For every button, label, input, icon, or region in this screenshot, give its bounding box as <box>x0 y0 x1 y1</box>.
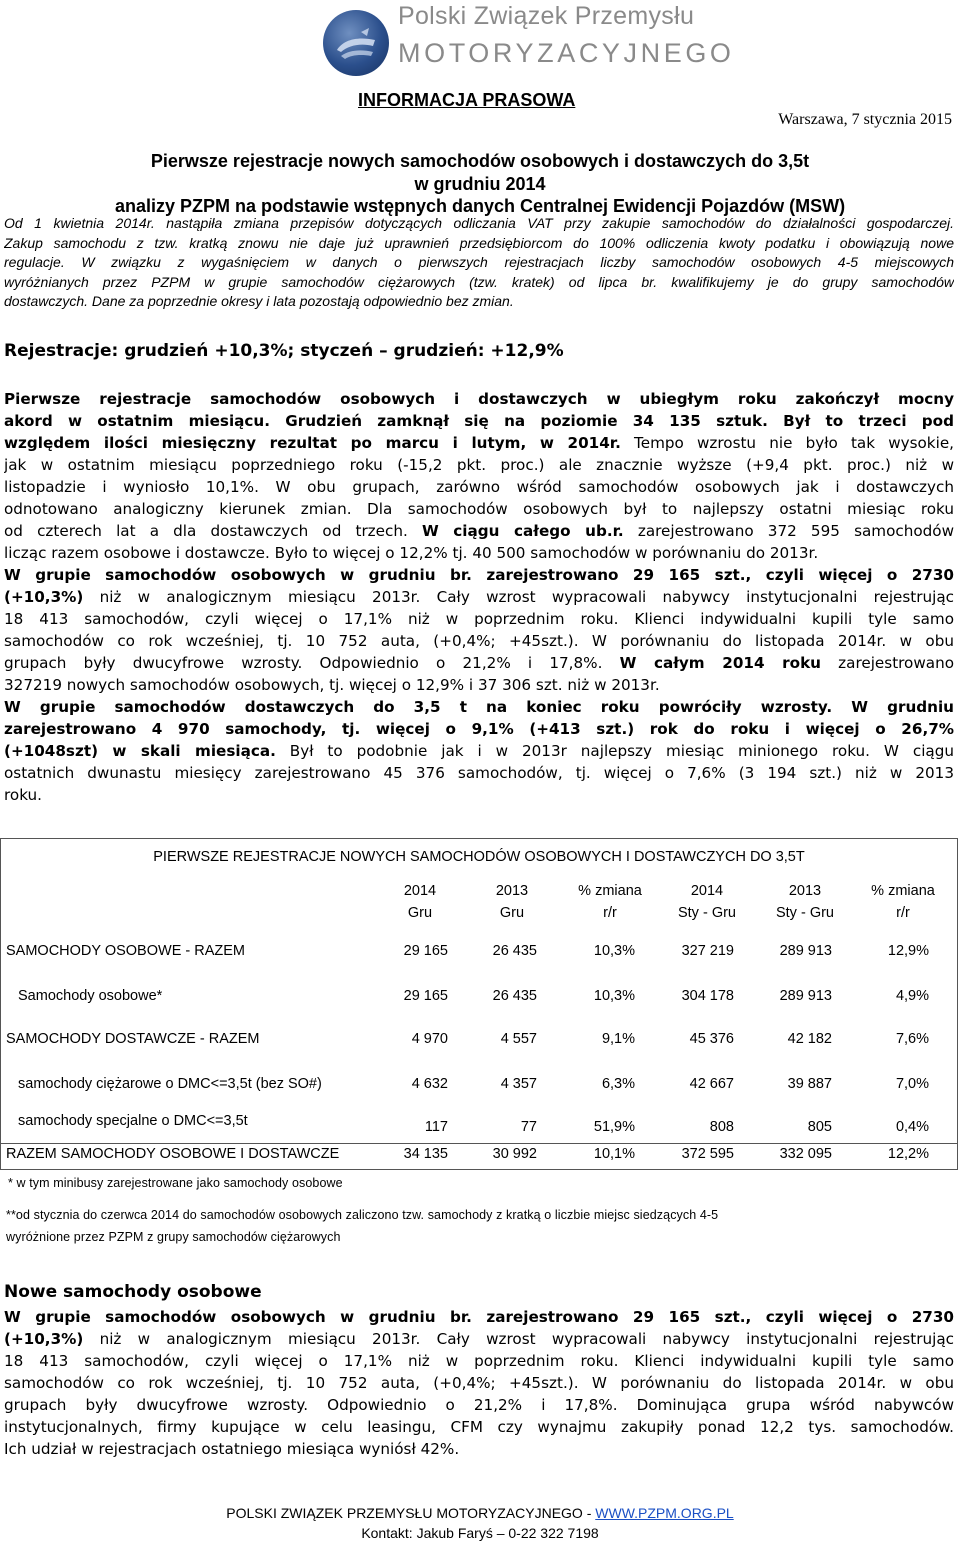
table-cell: 42 182 <box>787 1031 832 1047</box>
bold-text: (+1048szt) w skali miesiąca. <box>4 742 276 760</box>
column-header: Sty - Gru <box>677 905 736 921</box>
new-cars-paragraph-line <box>4 1372 954 1394</box>
table-cell: 39 887 <box>787 1076 832 1092</box>
table-cell: 0,4% <box>895 1119 929 1135</box>
bold-text: W grupie samochodów dostawczych do 3,5 t na koniec roku powróciły wzrosty. W grudniu <box>4 698 954 716</box>
main-paragraph-line <box>4 740 954 762</box>
column-header: % zmiana <box>871 883 935 899</box>
table-cell: 26 435 <box>492 943 537 959</box>
new-cars-paragraph-line <box>4 1416 954 1438</box>
registrations-heading: Rejestracje: grudzień +10,3%; styczeń – grudzień: +12,9% <box>4 341 564 361</box>
table-cell: 4 970 <box>411 1031 448 1047</box>
text: ostatnich dwunastu miesięcy zarejestrowano 45 376 samochodów, tj. więcej o 7,6% (3 194 szt.) niż w 2013 <box>4 764 954 782</box>
text: Ich udział w rejestracjach ostatniego miesiąca wyniósł 42%. <box>4 1440 460 1458</box>
text: niż w analogicznym miesiącu 2013r. Cały wzrost wypracowali nabywcy instytucjonalni rejestrując <box>83 1330 954 1348</box>
footer-website-link[interactable]: WWW.PZPM.ORG.PL <box>595 1505 734 1521</box>
main-paragraph-line <box>4 630 954 652</box>
text: odnotowano analogiczny kierunek zmian. Dla samochodów osobowych był to najlepszy ostatni miesiąc roku <box>4 500 954 518</box>
text: Był to podobnie jak i w 2013r najlepszy miesiąc minionego roku. W ciągu <box>275 742 954 760</box>
bold-text: zarejestrowano 4 970 samochody, tj. więcej o 9,1% (+413 szt.) rok do roku i więcej o 26,7% <box>4 720 954 738</box>
text: niż w analogicznym miesiącu 2013r. Cały wzrost wypracowali nabywcy instytucjonalni rejestrując <box>83 588 954 606</box>
footer-contact: Kontakt: Jakub Faryś – 0-22 322 7198 <box>361 1525 599 1541</box>
new-cars-paragraph-line <box>4 1328 954 1350</box>
table-cell: 304 178 <box>681 988 734 1004</box>
text: roku. <box>4 786 42 804</box>
bold-text: W całym 2014 roku <box>619 654 821 672</box>
column-header: Sty - Gru <box>775 905 834 921</box>
headline-line2: w grudniu 2014 <box>414 174 546 194</box>
column-header: r/r <box>896 905 910 921</box>
bold-text: względem ilości miesięczny rezultat po marcu i lutym, w 2014r. <box>4 434 621 452</box>
intro-line: Zakup samochodu z tzw. kratką znowu nie daje już uprawnień przedsiębiorcom do 100% odliczenia kwoty podatku i obowiązują nowe <box>4 234 954 251</box>
column-header: 2014 <box>403 883 437 899</box>
main-paragraph-line <box>4 432 954 454</box>
table-cell: 805 <box>807 1119 832 1135</box>
table-cell: 289 913 <box>779 943 832 959</box>
footer-org-line <box>0 1505 960 1521</box>
new-cars-heading: Nowe samochody osobowe <box>4 1282 262 1302</box>
main-paragraph-line <box>4 454 954 476</box>
bold-text: akord w ostatnim miesiącu. Grudzień zamknął się na poziomie 34 135 sztuk. Był to trzeci pod <box>4 412 954 430</box>
main-paragraph-line <box>4 564 954 586</box>
table-cell: 77 <box>520 1119 537 1135</box>
intro-line: regulacje. W związku z wygaśnięciem w danych o pierwszych rejestracjach liczby samochodów osobowych 4-5 miejscowych <box>4 254 954 270</box>
table-cell: 12,2% <box>887 1146 929 1162</box>
bold-text: (+10,3%) <box>4 588 84 606</box>
text: samochodów co rok wcześniej, tj. 10 752 auta, (+0,4%; +45szt.). W porównaniu do listopada 2014r. w obu <box>4 632 954 650</box>
footnote-kratka-line2: wyróżnione przez PZPM z grupy samochodów ciężarowych <box>6 1230 341 1244</box>
column-header: 2014 <box>690 883 724 899</box>
column-header: 2013 <box>788 883 822 899</box>
column-header: 2013 <box>495 883 529 899</box>
text: 18 413 samochodów, czyli więcej o 17,1% niż w poprzednim roku. Klienci indywidualni kupili tyle samo <box>4 1352 954 1370</box>
table-cell: 7,0% <box>895 1076 929 1092</box>
main-paragraph-line <box>4 762 954 784</box>
main-paragraph-line <box>4 586 954 608</box>
text: zarejestrowano <box>821 654 954 672</box>
table-cell: 4 632 <box>411 1076 448 1092</box>
text: 18 413 samochodów, czyli więcej o 17,1% niż w poprzednim roku. Klienci indywidualni kupili tyle samo <box>4 610 954 628</box>
main-paragraph-line <box>4 652 954 674</box>
headline-line3: analizy PZPM na podstawie wstępnych danych Centralnej Ewidencji Pojazdów (MSW) <box>114 196 846 216</box>
pzpm-car-logo-icon <box>323 10 389 76</box>
bold-text: W grupie samochodów osobowych w grudniu br. zarejestrowano 29 165 szt., czyli więcej o 2730 <box>4 1308 954 1326</box>
table-cell: 12,9% <box>887 943 929 959</box>
main-paragraph-line <box>4 608 954 630</box>
column-header: % zmiana <box>578 883 642 899</box>
headline-line1: Pierwsze rejestracje nowych samochodów osobowych i dostawczych do 3,5t <box>150 151 810 171</box>
new-cars-paragraph-line <box>4 1306 954 1328</box>
table-cell: 26 435 <box>492 988 537 1004</box>
table-cell: 7,6% <box>895 1031 929 1047</box>
table-cell: 30 992 <box>492 1146 537 1162</box>
text: od czterech lat a dla dostawczych od trzech. <box>4 522 422 540</box>
new-cars-paragraph-line <box>4 1438 954 1460</box>
footnote-kratka-line1: **od stycznia do czerwca 2014 do samochodów osobowych zaliczono tzw. samochody z kratką o liczbie miejsc siedzących 4-5 <box>6 1208 719 1222</box>
new-cars-paragraph-line <box>4 1350 954 1372</box>
intro-line: Od 1 kwietnia 2014r. nastąpiła zmiana przepisów dotyczących odliczania VAT przy zakupie samochodów do działalności gospodarczej. <box>4 215 954 231</box>
text: instytucjonalnych, firmy kupujące w celu leasingu, CFM czy wynajmu zakupiły ponad 12,2 tys. samochodów. <box>4 1418 954 1436</box>
bold-text: Pierwsze rejestracje samochodów osobowych i dostawczych w ubiegłym roku zakończył mocny <box>4 390 954 408</box>
intro-line: wyróżnianych przez PZPM w grupie samochodów ciężarowych (tzw. kratek) od lipca br. kwalifikujemy je do grupy samochodów <box>4 273 954 290</box>
table-row-label: SAMOCHODY OSOBOWE - RAZEM <box>6 943 246 959</box>
table-cell: 6,3% <box>601 1076 635 1092</box>
table-cell: 289 913 <box>779 988 832 1004</box>
table-cell: 9,1% <box>601 1031 635 1047</box>
column-header: Gru <box>407 905 433 921</box>
footer-org-text: POLSKI ZWIĄZEK PRZEMYSŁU MOTORYZACYJNEGO - <box>226 1505 596 1521</box>
text: zarejestrowano 372 595 samochodów <box>623 522 954 540</box>
main-paragraph <box>4 388 954 806</box>
table-cell: 808 <box>709 1119 734 1135</box>
table-cell: 51,9% <box>593 1119 635 1135</box>
intro-note <box>4 214 954 312</box>
main-paragraph-line <box>4 542 954 564</box>
table-cell: 29 165 <box>403 988 448 1004</box>
org-name-line2: MOTORYZACYJNEGO <box>398 38 735 68</box>
main-paragraph-line <box>4 388 954 410</box>
text: licząc razem osobowe i dostawcze. Było to więcej o 12,2% tj. 40 500 samochodów w porównaniu do 2013r. <box>4 544 819 562</box>
table-row-label: samochody ciężarowe o DMC<=3,5t (bez SO#) <box>18 1076 322 1092</box>
table-cell: 332 095 <box>779 1146 832 1162</box>
main-paragraph-line <box>4 476 954 498</box>
column-header: r/r <box>603 905 617 921</box>
table-cell: 4 357 <box>500 1076 537 1092</box>
main-paragraph-line <box>4 498 954 520</box>
text: grupach były dwucyfrowe wzrosty. Odpowiednio o 21,2% i 17,8%. Dominująca grupa wśród nabywców <box>4 1396 954 1414</box>
table-cell: 372 595 <box>681 1146 734 1162</box>
intro-line: dostawczych. Dane za poprzednie okresy i lata pozostają odpowiednio bez zmian. <box>4 293 514 309</box>
text: samochodów co rok wcześniej, tj. 10 752 auta, (+0,4%; +45szt.). W porównaniu do listopada 2014r. w obu <box>4 1374 954 1392</box>
table-cell: 4 557 <box>500 1031 537 1047</box>
table-row-label: SAMOCHODY DOSTAWCZE - RAZEM <box>6 1031 260 1047</box>
table-row-label: Samochody osobowe* <box>18 988 163 1004</box>
table-row-label: RAZEM SAMOCHODY OSOBOWE I DOSTAWCZE <box>6 1146 340 1162</box>
date-line: Warszawa, 7 stycznia 2015 <box>778 111 952 128</box>
table-row-label: samochody specjalne o DMC<=3,5t <box>18 1113 248 1129</box>
column-header: Gru <box>499 905 525 921</box>
text: grupach były dwucyfrowe wzrosty. Odpowiednio o 21,2% i 17,8%. <box>4 654 620 672</box>
table-cell: 34 135 <box>403 1146 448 1162</box>
table-cell: 117 <box>424 1119 448 1135</box>
table-cell: 42 667 <box>689 1076 734 1092</box>
table-cell: 4,9% <box>895 988 929 1004</box>
text: listopadzie i wyniosło 10,1%. W obu grupach, zarówno wśród samochodów osobowych jak i dostawczych <box>4 478 954 496</box>
footnote-minibus: * w tym minibusy zarejestrowane jako samochody osobowe <box>8 1176 343 1190</box>
main-paragraph-line <box>4 696 954 718</box>
text: jak w ostatnim miesiącu poprzedniego roku (-15,2 pkt. proc.) ale znacznie wyższe (+9,4 pkt. proc.) niż w <box>4 456 954 474</box>
main-paragraph-line <box>4 674 954 696</box>
bold-text: (+10,3%) <box>4 1330 84 1348</box>
table-cell: 10,1% <box>593 1146 635 1162</box>
main-paragraph-line <box>4 718 954 740</box>
text: Tempo wzrostu nie było tak wysokie, <box>620 434 954 452</box>
table-cell: 10,3% <box>593 988 635 1004</box>
press-release-title: INFORMACJA PRASOWA <box>358 90 576 110</box>
main-paragraph-line <box>4 520 954 542</box>
bold-text: W grupie samochodów osobowych w grudniu br. zarejestrowano 29 165 szt., czyli więcej o 2730 <box>4 566 954 584</box>
new-cars-paragraph <box>4 1306 954 1460</box>
text: 327219 nowych samochodów osobowych, tj. więcej o 12,9% i 37 306 szt. niż w 2013r. <box>4 676 660 694</box>
main-paragraph-line <box>4 784 954 806</box>
table-total-divider <box>0 1143 958 1144</box>
new-cars-paragraph-line <box>4 1394 954 1416</box>
table-title: PIERWSZE REJESTRACJE NOWYCH SAMOCHODÓW OSOBOWYCH I DOSTAWCZYCH DO 3,5T <box>153 849 805 865</box>
table-cell: 10,3% <box>593 943 635 959</box>
org-name-line1: Polski Związek Przemysłu <box>398 2 695 30</box>
table-cell: 45 376 <box>689 1031 734 1047</box>
table-cell: 327 219 <box>681 943 734 959</box>
bold-text: W ciągu całego ub.r. <box>421 522 624 540</box>
table-cell: 29 165 <box>403 943 448 959</box>
main-paragraph-line <box>4 410 954 432</box>
